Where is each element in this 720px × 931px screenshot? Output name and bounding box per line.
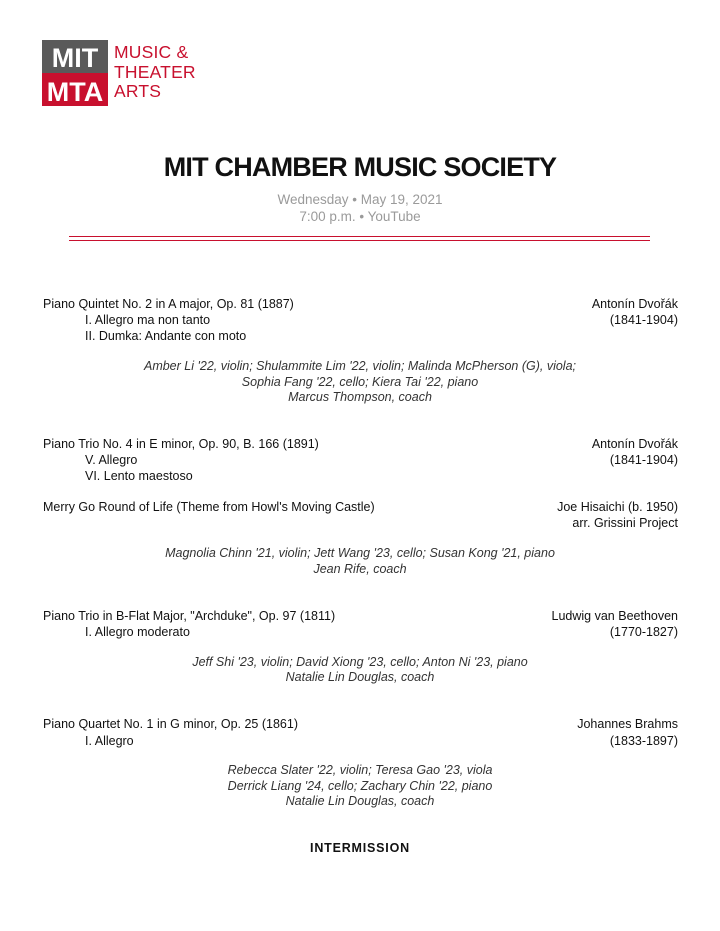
logo-line: ARTS [114, 81, 162, 101]
logo-line: THEATER [114, 61, 196, 82]
logo-wordmark [114, 43, 196, 102]
logo-mark-bottom: MTA [46, 77, 104, 106]
composer-name: Antonín Dvořák [591, 437, 678, 451]
movement: VI. Lento maestoso [85, 469, 193, 483]
composer-name: Ludwig van Beethoven [551, 609, 678, 623]
work-title: Piano Trio No. 4 in E minor, Op. 90, B. 166 (1891) [43, 437, 319, 451]
work-title: Piano Quintet No. 2 in A major, Op. 81 (1887) [43, 297, 294, 311]
composer-name: Antonín Dvořák [591, 297, 678, 311]
coach-line: Natalie Lin Douglas, coach [285, 794, 435, 808]
work-title: Merry Go Round of Life (Theme from Howl's Moving Castle) [43, 500, 375, 514]
intermission-label: INTERMISSION [310, 841, 410, 855]
work-title: Piano Quartet No. 1 in G minor, Op. 25 (1861) [43, 717, 298, 731]
performers-line: Derrick Liang '24, cello; Zachary Chin '22, piano [227, 779, 493, 793]
performers-line: Sophia Fang '22, cello; Kiera Tai '22, piano [241, 375, 479, 389]
performers-line: Amber Li '22, violin; Shulammite Lim '22, violin; Malinda McPherson (G), viola; [143, 359, 577, 373]
performers-line: Magnolia Chinn '21, violin; Jett Wang '23, cello; Susan Kong '21, piano [165, 546, 555, 560]
arranger: arr. Grissini Project [572, 516, 678, 530]
divider-line [69, 236, 650, 237]
movement: I. Allegro moderato [85, 625, 190, 639]
composer-dates: (1841-1904) [609, 313, 678, 327]
page-title: MIT CHAMBER MUSIC SOCIETY [163, 152, 557, 182]
movement: II. Dumka: Andante con moto [85, 329, 247, 343]
composer-name: Joe Hisaichi (b. 1950) [557, 500, 678, 514]
movement: I. Allegro [85, 734, 134, 748]
event-date: Wednesday • May 19, 2021 [277, 192, 443, 207]
composer-dates: (1833-1897) [609, 734, 678, 748]
coach-line: Natalie Lin Douglas, coach [285, 670, 435, 684]
mta-logo [42, 40, 217, 106]
coach-line: Marcus Thompson, coach [288, 390, 432, 404]
logo-line: MUSIC & [114, 42, 189, 62]
composer-dates: (1770-1827) [609, 625, 678, 639]
performers-line: Rebecca Slater '22, violin; Teresa Gao '23, viola [227, 763, 493, 777]
movement: V. Allegro [85, 453, 138, 467]
divider-line [69, 240, 650, 241]
event-time-venue: 7:00 p.m. • YouTube [299, 209, 421, 224]
movement: I. Allegro ma non tanto [85, 313, 211, 327]
logo-mark-top: MIT [51, 43, 99, 73]
work-title: Piano Trio in B-Flat Major, "Archduke", Op. 97 (1811) [43, 609, 336, 623]
mit-mta-logo-mark [42, 40, 108, 106]
performers-line: Jeff Shi '23, violin; David Xiong '23, cello; Anton Ni '23, piano [192, 655, 528, 669]
coach-line: Jean Rife, coach [313, 562, 407, 576]
composer-dates: (1841-1904) [609, 453, 678, 467]
composer-name: Johannes Brahms [577, 717, 678, 731]
